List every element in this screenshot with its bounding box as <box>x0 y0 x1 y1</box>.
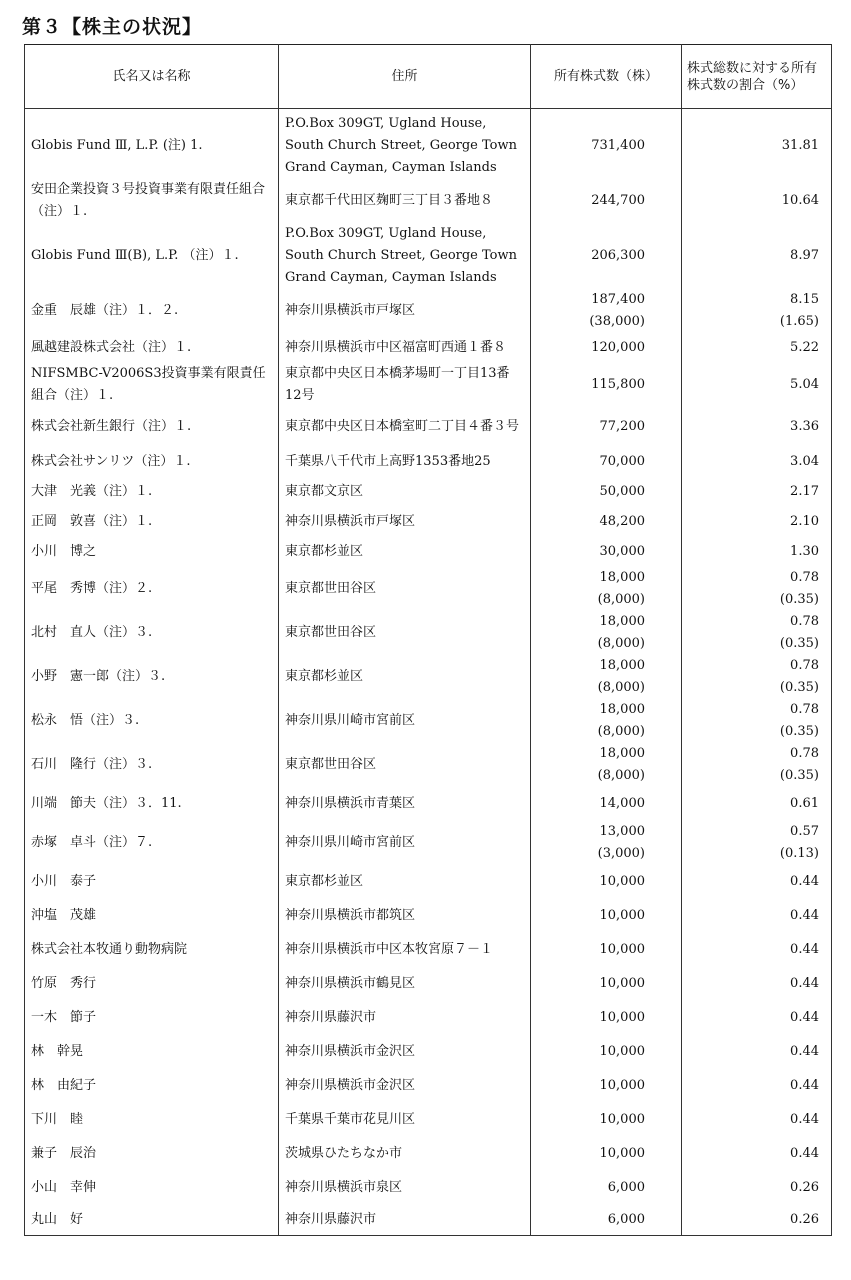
cell-address <box>279 1205 531 1235</box>
cell-shares-text: 14,000 <box>599 796 645 811</box>
cell-shares <box>531 477 682 507</box>
cell-address-text: 東京都文京区 <box>285 484 364 499</box>
cell-shares-text: 48,200 <box>599 514 645 529</box>
cell-name <box>25 967 279 1001</box>
cell-ratio <box>682 179 832 223</box>
cell-address-text: 神奈川県横浜市戸塚区 <box>285 303 416 318</box>
cell-ratio <box>682 655 832 699</box>
cell-address-text: P.O.Box 309GT, Ugland House, South Church Street, George Town Grand Cayman, Cayman Islands <box>285 226 518 285</box>
cell-name <box>25 447 279 477</box>
cell-address-text: 神奈川県藤沢市 <box>285 1211 377 1227</box>
cell-shares <box>531 933 682 967</box>
table-row <box>25 743 832 787</box>
cell-shares-text: 10,000 <box>599 908 645 923</box>
cell-address <box>279 611 531 655</box>
cell-ratio <box>682 743 832 787</box>
cell-ratio-sub: (0.13) <box>779 846 819 861</box>
cell-name-text: Globis Fund Ⅲ(B), L.P. （注）１. <box>31 248 239 263</box>
cell-shares <box>531 447 682 477</box>
cell-name-text: NIFSMBC-V2006S3投資事業有限責任組合（注）１. <box>31 366 266 403</box>
cell-name-text: 小川 泰子 <box>31 874 97 889</box>
cell-ratio <box>682 611 832 655</box>
cell-shares-sub: (8,000) <box>597 592 645 607</box>
cell-ratio-sub: (0.35) <box>779 680 819 695</box>
cell-address-text: 神奈川県横浜市戸塚区 <box>285 514 416 529</box>
cell-ratio <box>682 1069 832 1103</box>
cell-ratio-text: 0.44 <box>790 1044 819 1059</box>
cell-address-text: 神奈川県横浜市中区本牧宮原７－１ <box>285 942 494 957</box>
cell-ratio-text: 5.22 <box>790 340 819 355</box>
cell-name <box>25 109 279 180</box>
cell-address-text: 東京都杉並区 <box>285 874 364 889</box>
cell-shares-text: 18,000 <box>599 702 645 717</box>
cell-shares <box>531 821 682 865</box>
cell-shares <box>531 1069 682 1103</box>
cell-name <box>25 821 279 865</box>
table-row <box>25 699 832 743</box>
cell-shares <box>531 655 682 699</box>
cell-address-text: 神奈川県横浜市都筑区 <box>285 908 416 923</box>
cell-address <box>279 109 531 180</box>
cell-ratio-text: 2.10 <box>790 514 819 529</box>
cell-address-text: 東京都杉並区 <box>285 544 364 559</box>
cell-shares-text: 6,000 <box>607 1211 645 1227</box>
cell-name-text: 小川 博之 <box>31 544 97 559</box>
table-row <box>25 787 832 821</box>
cell-shares <box>531 787 682 821</box>
cell-ratio-text: 0.78 <box>790 570 819 585</box>
cell-address-text: 神奈川県川崎市宮前区 <box>285 713 416 728</box>
cell-name <box>25 1137 279 1171</box>
cell-shares-text: 6,000 <box>607 1180 645 1195</box>
cell-name <box>25 655 279 699</box>
cell-address <box>279 477 531 507</box>
table-row <box>25 611 832 655</box>
cell-name <box>25 1103 279 1137</box>
cell-ratio-text: 5.04 <box>790 377 819 392</box>
cell-address-text: 東京都世田谷区 <box>285 757 377 772</box>
cell-ratio <box>682 821 832 865</box>
cell-name <box>25 787 279 821</box>
header-name: 氏名又は名称 <box>25 45 279 109</box>
cell-name-text: 一木 節子 <box>31 1010 97 1025</box>
cell-ratio <box>682 537 832 567</box>
cell-ratio <box>682 1205 832 1235</box>
cell-ratio <box>682 899 832 933</box>
cell-name <box>25 699 279 743</box>
cell-ratio-text: 0.44 <box>790 1146 819 1161</box>
table-row <box>25 179 832 223</box>
cell-address <box>279 1069 531 1103</box>
cell-ratio <box>682 507 832 537</box>
table-body <box>25 109 832 1236</box>
cell-shares-text: 10,000 <box>599 1112 645 1127</box>
cell-address-text: 千葉県八千代市上高野1353番地25 <box>285 454 491 469</box>
cell-shares-text: 10,000 <box>599 976 645 991</box>
cell-shares <box>531 407 682 447</box>
cell-shares <box>531 699 682 743</box>
shareholders-table <box>24 44 832 1236</box>
cell-shares-sub: (8,000) <box>597 724 645 739</box>
cell-shares-text: 187,400 <box>591 292 645 307</box>
table-row <box>25 865 832 899</box>
cell-name <box>25 611 279 655</box>
table-row <box>25 537 832 567</box>
cell-address <box>279 967 531 1001</box>
cell-address <box>279 1137 531 1171</box>
cell-name-text: 丸山 好 <box>31 1211 84 1227</box>
table-row <box>25 109 832 180</box>
cell-shares-sub: (38,000) <box>589 314 645 329</box>
cell-address <box>279 899 531 933</box>
cell-shares <box>531 363 682 407</box>
cell-name-text: 株式会社新生銀行（注）１. <box>31 419 192 434</box>
cell-ratio <box>682 967 832 1001</box>
cell-name-text: 金重 辰雄（注）１．２. <box>31 303 179 318</box>
cell-shares-text: 30,000 <box>599 544 645 559</box>
cell-address <box>279 1001 531 1035</box>
cell-ratio <box>682 787 832 821</box>
cell-ratio-sub: (0.35) <box>779 636 819 651</box>
cell-address <box>279 655 531 699</box>
cell-name-text: 株式会社サンリツ（注）１. <box>31 454 191 469</box>
table-row <box>25 933 832 967</box>
cell-name <box>25 865 279 899</box>
cell-ratio <box>682 1137 832 1171</box>
table-row <box>25 507 832 537</box>
cell-name-text: 小野 憲一郎（注）３. <box>31 669 166 684</box>
cell-ratio <box>682 1001 832 1035</box>
table-row <box>25 1069 832 1103</box>
cell-shares <box>531 537 682 567</box>
table-row <box>25 333 832 363</box>
cell-address-text: 千葉県千葉市花見川区 <box>285 1112 416 1127</box>
cell-name <box>25 1205 279 1235</box>
cell-shares-text: 18,000 <box>599 658 645 673</box>
cell-ratio-text: 0.78 <box>790 614 819 629</box>
cell-shares <box>531 865 682 899</box>
cell-address <box>279 407 531 447</box>
cell-shares <box>531 743 682 787</box>
cell-name <box>25 223 279 289</box>
cell-ratio-text: 2.17 <box>790 484 819 499</box>
cell-shares-text: 70,000 <box>599 454 645 469</box>
table-row <box>25 363 832 407</box>
cell-shares-text: 18,000 <box>599 570 645 585</box>
cell-address-text: 神奈川県川崎市宮前区 <box>285 835 416 850</box>
cell-name <box>25 1069 279 1103</box>
table-row <box>25 407 832 447</box>
cell-ratio <box>682 109 832 180</box>
cell-ratio-text: 0.61 <box>790 796 819 811</box>
table-row <box>25 1035 832 1069</box>
cell-shares <box>531 1171 682 1205</box>
cell-ratio-text: 8.15 <box>790 292 819 307</box>
cell-address <box>279 179 531 223</box>
cell-ratio-text: 8.97 <box>790 248 819 263</box>
cell-address <box>279 865 531 899</box>
cell-ratio-text: 0.44 <box>790 1010 819 1025</box>
cell-ratio-text: 3.36 <box>790 419 819 434</box>
cell-ratio <box>682 699 832 743</box>
header-ratio: 株式総数に対する所有株式数の割合（%） <box>682 45 832 109</box>
cell-shares <box>531 1205 682 1235</box>
cell-name-text: 北村 直人（注）３. <box>31 625 153 640</box>
cell-shares-text: 115,800 <box>591 377 645 392</box>
cell-shares-text: 10,000 <box>599 874 645 889</box>
cell-ratio-text: 0.78 <box>790 658 819 673</box>
cell-name-text: 林 由紀子 <box>31 1078 97 1093</box>
cell-shares-text: 10,000 <box>599 942 645 957</box>
cell-ratio <box>682 333 832 363</box>
page-title: 第３【株主の状況】 <box>22 16 203 38</box>
cell-ratio-sub: (0.35) <box>779 592 819 607</box>
table-row <box>25 567 832 611</box>
cell-address <box>279 1103 531 1137</box>
table-row <box>25 447 832 477</box>
cell-name-text: 正岡 敦喜（注）１. <box>31 514 153 529</box>
cell-ratio <box>682 1171 832 1205</box>
cell-shares-text: 244,700 <box>591 193 645 208</box>
cell-address <box>279 447 531 477</box>
cell-shares <box>531 333 682 363</box>
cell-ratio-text: 0.44 <box>790 1112 819 1127</box>
cell-shares-sub: (3,000) <box>597 846 645 861</box>
cell-address-text: 神奈川県横浜市中区福富町西通１番８ <box>285 340 507 355</box>
cell-name <box>25 289 279 333</box>
cell-address-text: 東京都中央区日本橋茅場町一丁目13番12号 <box>285 366 510 403</box>
cell-address-text: 神奈川県横浜市青葉区 <box>285 796 416 811</box>
table-row <box>25 1171 832 1205</box>
table-row <box>25 1001 832 1035</box>
cell-shares <box>531 967 682 1001</box>
cell-name-text: 林 幹晃 <box>31 1044 84 1059</box>
cell-shares-text: 731,400 <box>591 138 645 153</box>
cell-name <box>25 743 279 787</box>
cell-address <box>279 363 531 407</box>
cell-name <box>25 1171 279 1205</box>
cell-name-text: 平尾 秀博（注）２. <box>31 581 153 596</box>
header-shares: 所有株式数（株） <box>531 45 682 109</box>
cell-shares-text: 206,300 <box>591 248 645 263</box>
cell-shares <box>531 1001 682 1035</box>
cell-name <box>25 179 279 223</box>
cell-ratio-text: 0.26 <box>790 1211 819 1227</box>
cell-ratio <box>682 223 832 289</box>
cell-shares <box>531 899 682 933</box>
cell-shares-text: 18,000 <box>599 614 645 629</box>
cell-ratio <box>682 567 832 611</box>
table-row <box>25 223 832 289</box>
cell-shares <box>531 1035 682 1069</box>
cell-ratio <box>682 1103 832 1137</box>
cell-address-text: 茨城県ひたちなか市 <box>285 1146 403 1161</box>
cell-ratio-text: 10.64 <box>781 193 819 208</box>
cell-name-text: 竹原 秀行 <box>31 976 97 991</box>
cell-ratio-text: 0.78 <box>790 702 819 717</box>
cell-ratio-text: 1.30 <box>790 544 819 559</box>
cell-address <box>279 1171 531 1205</box>
table-row <box>25 655 832 699</box>
cell-ratio <box>682 1035 832 1069</box>
cell-shares-text: 120,000 <box>591 340 645 355</box>
cell-ratio-text: 3.04 <box>790 454 819 469</box>
cell-shares-sub: (8,000) <box>597 636 645 651</box>
table-row <box>25 477 832 507</box>
cell-name <box>25 363 279 407</box>
cell-ratio-text: 0.26 <box>790 1180 819 1195</box>
cell-shares-text: 10,000 <box>599 1078 645 1093</box>
cell-ratio-text: 0.44 <box>790 976 819 991</box>
cell-address <box>279 787 531 821</box>
cell-name-text: 沖塩 茂雄 <box>31 908 97 923</box>
cell-ratio-text: 0.57 <box>790 824 819 839</box>
cell-address-text: 東京都世田谷区 <box>285 625 377 640</box>
cell-address <box>279 507 531 537</box>
cell-name <box>25 537 279 567</box>
cell-ratio-text: 0.44 <box>790 908 819 923</box>
cell-ratio <box>682 447 832 477</box>
cell-address-text: 神奈川県横浜市金沢区 <box>285 1044 416 1059</box>
cell-shares <box>531 1137 682 1171</box>
cell-address-text: 神奈川県横浜市泉区 <box>285 1180 403 1195</box>
table-row <box>25 1103 832 1137</box>
cell-address <box>279 699 531 743</box>
cell-name <box>25 407 279 447</box>
cell-shares-text: 18,000 <box>599 746 645 761</box>
cell-name-text: 株式会社本牧通り動物病院 <box>31 942 188 957</box>
cell-shares-text: 13,000 <box>599 824 645 839</box>
cell-name-text: 赤塚 卓斗（注）７. <box>31 835 153 850</box>
cell-address <box>279 333 531 363</box>
cell-name-text: 安田企業投資３号投資事業有限責任組合（注）１. <box>31 182 266 219</box>
cell-name-text: Globis Fund Ⅲ, L.P. (注) 1. <box>31 138 203 153</box>
cell-name-text: 兼子 辰治 <box>31 1146 97 1161</box>
cell-name <box>25 507 279 537</box>
cell-shares <box>531 611 682 655</box>
cell-address <box>279 933 531 967</box>
cell-ratio <box>682 363 832 407</box>
table-row <box>25 289 832 333</box>
cell-ratio-sub: (0.35) <box>779 768 819 783</box>
table-row <box>25 1137 832 1171</box>
cell-ratio <box>682 407 832 447</box>
cell-address-text: 東京都千代田区麹町三丁目３番地８ <box>285 193 494 208</box>
cell-name <box>25 1001 279 1035</box>
cell-ratio <box>682 933 832 967</box>
cell-name <box>25 567 279 611</box>
cell-ratio <box>682 289 832 333</box>
cell-address <box>279 537 531 567</box>
cell-ratio-sub: (1.65) <box>779 314 819 329</box>
cell-ratio <box>682 865 832 899</box>
cell-shares-sub: (8,000) <box>597 680 645 695</box>
cell-shares-text: 10,000 <box>599 1146 645 1161</box>
header-address: 住所 <box>279 45 531 109</box>
cell-shares <box>531 567 682 611</box>
cell-shares <box>531 179 682 223</box>
cell-shares <box>531 507 682 537</box>
cell-shares <box>531 289 682 333</box>
cell-address-text: 東京都中央区日本橋室町二丁目４番３号 <box>285 419 520 434</box>
table-row <box>25 899 832 933</box>
cell-address-text: 神奈川県藤沢市 <box>285 1010 377 1025</box>
cell-name <box>25 933 279 967</box>
cell-address <box>279 567 531 611</box>
cell-name-text: 大津 光義（注）１. <box>31 484 153 499</box>
cell-address <box>279 743 531 787</box>
cell-shares-sub: (8,000) <box>597 768 645 783</box>
cell-name <box>25 477 279 507</box>
cell-shares-text: 50,000 <box>599 484 645 499</box>
cell-address <box>279 289 531 333</box>
table-row <box>25 821 832 865</box>
cell-name-text: 下川 睦 <box>31 1112 84 1127</box>
cell-shares-text: 77,200 <box>599 419 645 434</box>
table-row <box>25 1205 832 1235</box>
cell-name <box>25 899 279 933</box>
cell-address <box>279 821 531 865</box>
cell-address <box>279 1035 531 1069</box>
cell-address-text: 東京都世田谷区 <box>285 581 377 596</box>
cell-shares <box>531 109 682 180</box>
table-header-row <box>25 45 832 109</box>
cell-shares <box>531 223 682 289</box>
cell-address-text: 神奈川県横浜市鶴見区 <box>285 976 416 991</box>
cell-name <box>25 333 279 363</box>
cell-name-text: 松永 悟（注）３. <box>31 713 140 728</box>
cell-shares-text: 10,000 <box>599 1044 645 1059</box>
cell-ratio-text: 0.44 <box>790 1078 819 1093</box>
cell-name-text: 川端 節夫（注）３．11. <box>31 796 182 811</box>
cell-address-text: 東京都杉並区 <box>285 669 364 684</box>
cell-ratio-text: 31.81 <box>781 138 819 153</box>
cell-shares-text: 10,000 <box>599 1010 645 1025</box>
cell-address <box>279 223 531 289</box>
cell-shares <box>531 1103 682 1137</box>
cell-ratio-text: 0.78 <box>790 746 819 761</box>
cell-address-text: P.O.Box 309GT, Ugland House, South Church Street, George Town Grand Cayman, Cayman Islands <box>285 116 518 175</box>
cell-ratio-text: 0.44 <box>790 942 819 957</box>
cell-name-text: 風越建設株式会社（注）１. <box>31 340 192 355</box>
cell-address-text: 神奈川県横浜市金沢区 <box>285 1078 416 1093</box>
table-row <box>25 967 832 1001</box>
cell-name <box>25 1035 279 1069</box>
cell-ratio-sub: (0.35) <box>779 724 819 739</box>
cell-ratio-text: 0.44 <box>790 874 819 889</box>
cell-ratio <box>682 477 832 507</box>
cell-name-text: 小山 幸伸 <box>31 1180 97 1195</box>
cell-name-text: 石川 隆行（注）３. <box>31 757 153 772</box>
